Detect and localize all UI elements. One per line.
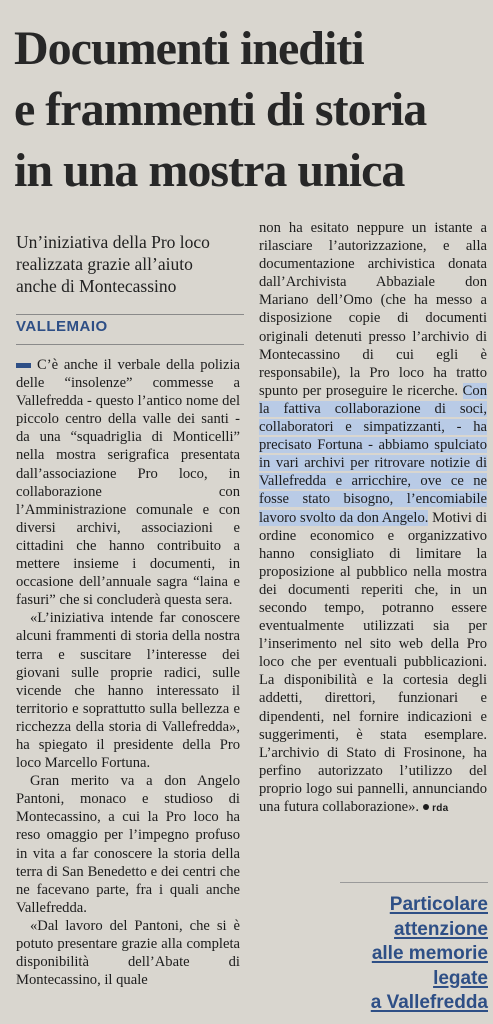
signature-dot-icon [423,804,429,810]
headline-line-1: Documenti inediti [14,22,364,75]
paragraph-continued-text-b: Motivi di ordine economico e organizzativo hanno consigliato di limitare la proposizione al pubblico nella mostra dei documenti reperiti che, in un secondo tempo, potranno essere eventualmente utilizzati sia per l’inserimento nel sito web della Pro loco che per eventuali pubblicazioni. La disponibilità e la cortesia degli addetti, direttori, funzionari e dipendenti, nel fornire indicazioni e suggerimenti, è stata esemplare. L’archivio di Stato di Frosinone, ha perfino autorizzato l’utilizzo del proprio logo sui pannelli, annunciando una futura collaborazione». [259,509,487,815]
author-signature: rda [432,803,449,814]
highlighted-quote: Con la fattiva collaborazione di soci, collaboratori e simpatizzanti, - ha precisato Fortuna - abbiamo spulciato in vari archivi per ritrovare notizie di Vallefredda e arricchire, ove ce ne fosse stato bisogno, l’encomiabile lavoro svolto da don Angelo. [259,382,487,526]
pull-quote-line-3: alle memorie [371,943,488,964]
location-kicker: VALLEMAIO [16,318,108,335]
article-column-right [259,219,487,818]
subheadline-line-2: realizzata grazie all’aiuto [16,254,193,274]
pull-quote [336,893,488,1016]
paragraph-continued [259,219,487,818]
pull-quote-line-4: legate [433,967,488,989]
paragraph-1 [16,356,240,609]
pull-quote-divider [340,882,488,883]
paragraph-3: Gran merito va a don Angelo Pantoni, monaco e studioso di Montecassino, a cui la Pro loco ha reso omaggio per l’impegno profuso in vita a far conoscere la storia della terra di San Benedetto e dei centri che ne facevano parte, fra i quali anche Vallefredda. [16,773,240,916]
pull-quote-line-1: Particolare [389,894,488,915]
headline [14,18,484,201]
paragraph-2: «L’iniziativa intende far conoscere alcuni frammenti di storia della nostra terra e suscitare l’interesse dei giovani sulle proprie radici, sulle vicende che hanno interessato il territorio e soprattutto sulla bellezza e ricchezza della storia di Vallefredda», ha spiegato il presidente della Pro loco Marcello Fortuna. [16,610,240,772]
paragraph-continued-text-a: non ha esitato neppure un istante a rilasciare l’autorizzazione, e alla documentazione archivistica donata dall’Archivista Abbaziale don Mariano dell’Omo (che ha messo a disposizione copie di documenti originali detenuti presso l’archivio di Montecassino di cui egli è responsabile), la Pro loco ha tratto spunto per proseguire le ricerche. [259,220,487,399]
paragraph-1-text: C’è anche il verbale della polizia delle “insolenze” commesse a Vallefredda - questo l’antico nome del piccolo centro della valle dei santi - da una “squadriglia di Monticelli” nella mostra serigrafica presentata dall’associazione Pro loco, in collaborazione con l’Amministrazione comunale e con diversi archivi, associazioni e cittadini che hanno contribuito a mettere insieme i documenti, in occasione dell’annuale sagra “laina e fasuri” che si concluderà questa sera. [16,357,240,609]
divider-top [16,314,244,315]
subheadline-line-1: Un’iniziativa della Pro loco [16,232,210,252]
paragraph-4: «Dal lavoro del Pantoni, che si è potuto presentare grazie alla completa disponibilità dell’Abate di Montecassino, il quale [16,917,240,989]
lead-bullet-icon [16,363,31,368]
subheadline-line-3: anche di Montecassino [16,276,177,296]
headline-line-3: in una mostra unica [14,144,405,197]
divider-bottom [16,344,244,345]
headline-line-2: e frammenti di storia [14,83,427,136]
pull-quote-line-2: attenzione [394,918,488,940]
subheadline [16,231,246,297]
pull-quote-line-5: a Vallefredda [370,992,488,1013]
article-column-left [16,356,240,989]
